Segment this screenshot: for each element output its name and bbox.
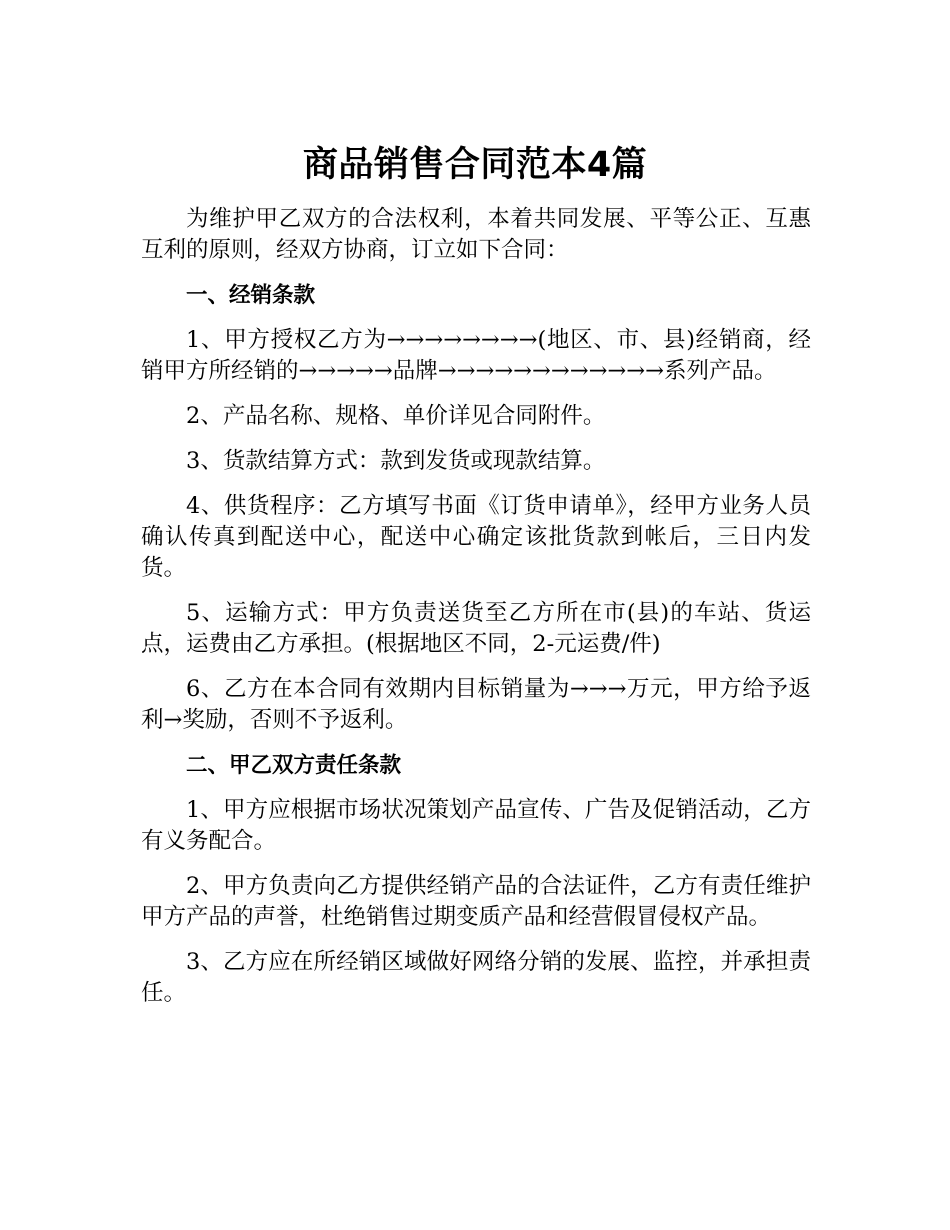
clause-paragraph: 5、运输方式：甲方负责送货至乙方所在市(县)的车站、货运点，运费由乙方承担。(根据地区不同，2-元运费/件) bbox=[141, 600, 811, 657]
clause-paragraph: 4、供货程序：乙方填写书面《订货申请单》，经甲方业务人员确认传真到配送中心，配送中心确定该批货款到帐后，三日内发货。 bbox=[141, 493, 811, 581]
clause-paragraph: 1、甲方应根据市场状况策划产品宣传、广告及促销活动，乙方有义务配合。 bbox=[141, 797, 811, 854]
clause-paragraph: 2、甲方负责向乙方提供经销产品的合法证件，乙方有责任维护甲方产品的声誉，杜绝销售过期变质产品和经营假冒侵权产品。 bbox=[141, 873, 811, 930]
section-heading-2: 二、甲乙双方责任条款 bbox=[186, 753, 402, 778]
clause-paragraph: 3、货款结算方式：款到发货或现款结算。 bbox=[186, 448, 606, 474]
document-body bbox=[141, 204, 811, 1023]
clause-paragraph: 2、产品名称、规格、单价详见合同附件。 bbox=[186, 403, 606, 429]
section-heading-1: 一、经销条款 bbox=[186, 283, 316, 308]
document-title: 商品销售合同范本4篇 bbox=[302, 145, 648, 186]
clause-paragraph: 1、甲方授权乙方为→→→→→→→→(地区、市、县)经销商，经销甲方所经销的→→→→→品牌→→→→→→→→→→→→系列产品。 bbox=[141, 327, 811, 384]
intro-paragraph: 为维护甲乙双方的合法权利，本着共同发展、平等公正、互惠互利的原则，经双方协商，订立如下合同： bbox=[141, 206, 811, 263]
clause-paragraph: 6、乙方在本合同有效期内目标销量为→→→万元，甲方给予返利→奖励，否则不予返利。 bbox=[141, 676, 811, 733]
clause-paragraph: 3、乙方应在所经销区域做好网络分销的发展、监控，并承担责任。 bbox=[141, 949, 811, 1006]
